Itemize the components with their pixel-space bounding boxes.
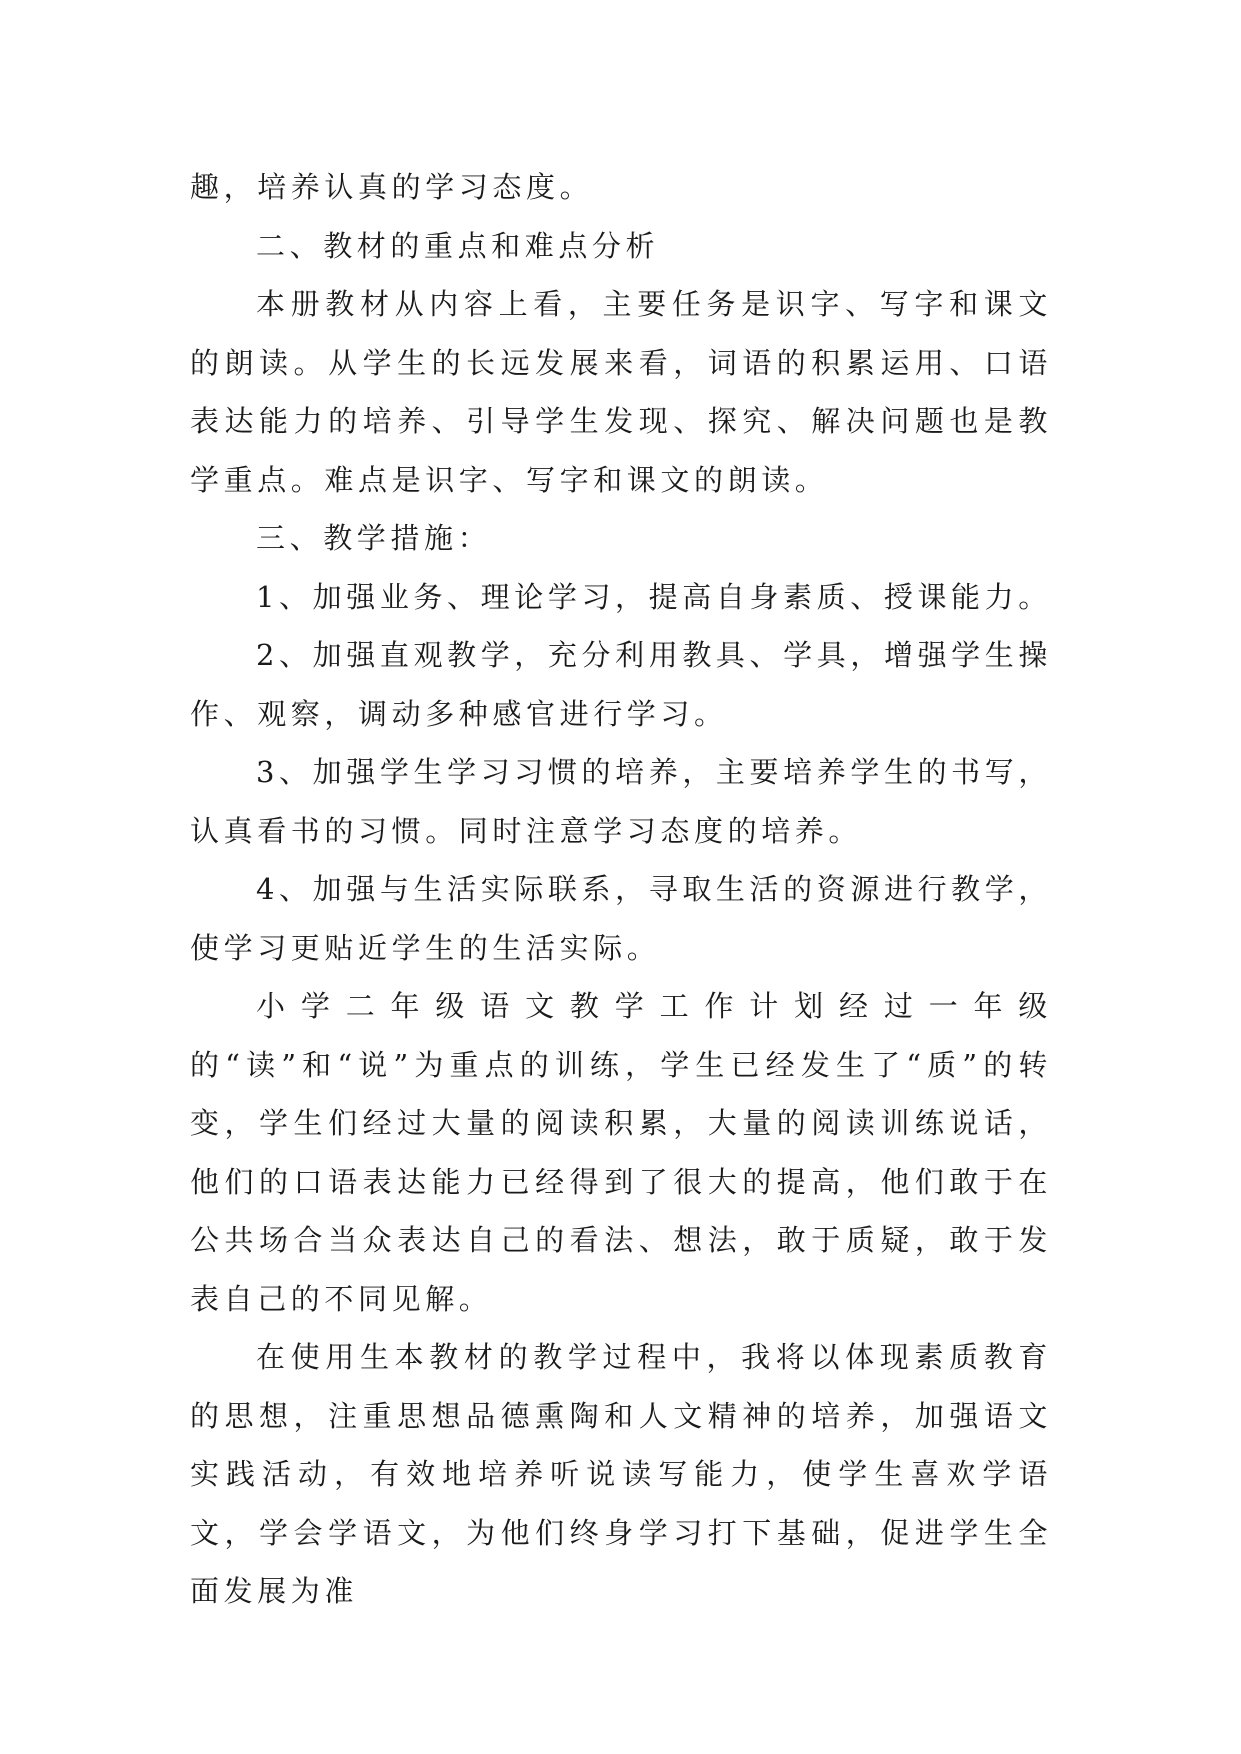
paragraph-key-points: 本册教材从内容上看，主要任务是识字、写字和课文的朗读。从学生的长远发展来看，词语的积累运用、口语表达能力的培养、引导学生发现、探究、解决问题也是教学重点。难点是识字、写字和课文的朗读。 xyxy=(190,287,1052,497)
paragraph-grade-two-plan: 小学二年级语文教学工作计划经过一年级的“读”和“说”为重点的训练，学生已经发生了“质”的转变，学生们经过大量的阅读积累，大量的阅读训练说话，他们的口语表达能力已经得到了很大的提高，他们敢于在公共场合当众表达自己的看法、想法，敢于质疑，敢于发表自己的不同见解。 xyxy=(190,989,1052,1316)
measure-item-3: 3、加强学生学习习惯的培养，主要培养学生的书写，认真看书的习惯。同时注意学习态度的培养。 xyxy=(190,755,1052,848)
paragraph-teaching-approach: 在使用生本教材的教学过程中，我将以体现素质教育的思想，注重思想品德熏陶和人文精神的培养，加强语文实践活动，有效地培养听说读写能力，使学生喜欢学语文，学会学语文，为他们终身学习打下基础，促进学生全面发展为准 xyxy=(190,1340,1052,1608)
paragraph-continuation: 趣，培养认真的学习态度。 xyxy=(190,170,594,204)
section-heading-measures: 三、教学措施： xyxy=(256,521,492,555)
measure-item-4: 4、加强与生活实际联系，寻取生活的资源进行教学，使学习更贴近学生的生活实际。 xyxy=(190,872,1052,965)
measure-item-2: 2、加强直观教学，充分利用教具、学具，增强学生操作、观察，调动多种感官进行学习。 xyxy=(190,638,1052,731)
measure-item-1: 1、加强业务、理论学习，提高自身素质、授课能力。 xyxy=(256,579,1052,614)
document-body xyxy=(190,158,1052,1621)
section-heading-key-points: 二、教材的重点和难点分析 xyxy=(256,228,660,263)
